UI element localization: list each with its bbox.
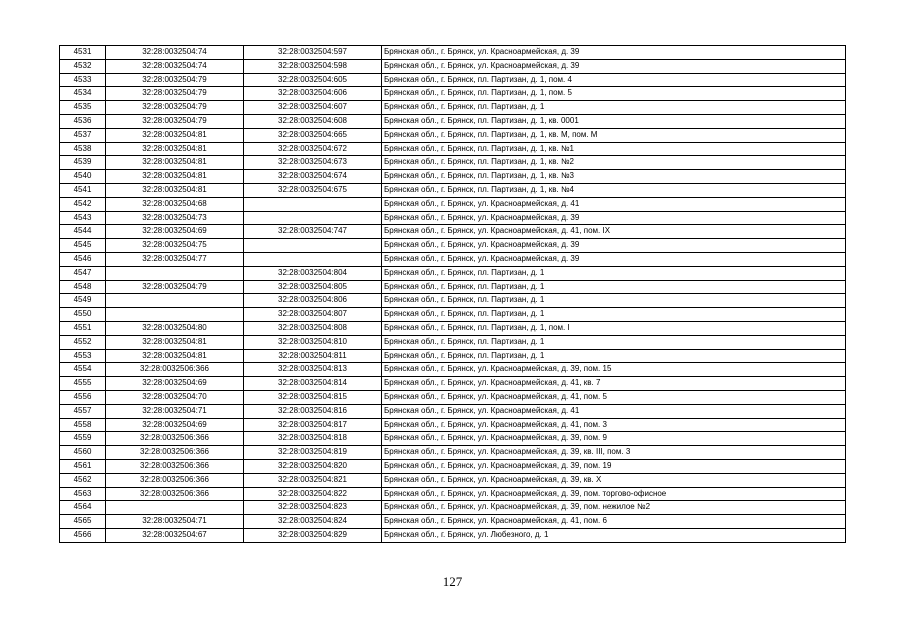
row-number-cell: 4558 xyxy=(60,418,106,432)
address-cell: Брянская обл., г. Брянск, ул. Красноармейская, д. 39, пом. нежилое №2 xyxy=(382,501,846,515)
table-row xyxy=(60,170,846,184)
parcel-cadastral-number-cell: 32:28:0032504:70 xyxy=(106,390,244,404)
address-cell: Брянская обл., г. Брянск, ул. Красноармейская, д. 41 xyxy=(382,404,846,418)
table-row xyxy=(60,252,846,266)
address-cell: Брянская обл., г. Брянск, ул. Красноармейская, д. 41, пом. 6 xyxy=(382,515,846,529)
table-row xyxy=(60,266,846,280)
address-cell: Брянская обл., г. Брянск, пл. Партизан, д. 1 xyxy=(382,335,846,349)
parcel-cadastral-number-cell: 32:28:0032504:81 xyxy=(106,170,244,184)
parcel-cadastral-number-cell: 32:28:0032504:69 xyxy=(106,225,244,239)
address-cell: Брянская обл., г. Брянск, ул. Красноармейская, д. 39, кв. III, пом. 3 xyxy=(382,446,846,460)
table-row xyxy=(60,432,846,446)
row-number-cell: 4536 xyxy=(60,114,106,128)
row-number-cell: 4540 xyxy=(60,170,106,184)
address-cell: Брянская обл., г. Брянск, ул. Красноармейская, д. 41, пом. IX xyxy=(382,225,846,239)
parcel-cadastral-number-cell: 32:28:0032504:69 xyxy=(106,418,244,432)
row-number-cell: 4545 xyxy=(60,239,106,253)
parcel-cadastral-number-cell: 32:28:0032504:79 xyxy=(106,280,244,294)
table-row xyxy=(60,321,846,335)
object-cadastral-number-cell: 32:28:0032504:821 xyxy=(244,473,382,487)
object-cadastral-number-cell: 32:28:0032504:675 xyxy=(244,183,382,197)
row-number-cell: 4532 xyxy=(60,59,106,73)
table-row xyxy=(60,363,846,377)
object-cadastral-number-cell: 32:28:0032504:811 xyxy=(244,349,382,363)
row-number-cell: 4541 xyxy=(60,183,106,197)
row-number-cell: 4560 xyxy=(60,446,106,460)
table-row xyxy=(60,225,846,239)
row-number-cell: 4557 xyxy=(60,404,106,418)
address-cell: Брянская обл., г. Брянск, ул. Красноармейская, д. 39 xyxy=(382,46,846,60)
parcel-cadastral-number-cell: 32:28:0032506:366 xyxy=(106,473,244,487)
address-cell: Брянская обл., г. Брянск, ул. Красноармейская, д. 41, пом. 5 xyxy=(382,390,846,404)
table-row xyxy=(60,183,846,197)
parcel-cadastral-number-cell: 32:28:0032504:81 xyxy=(106,335,244,349)
object-cadastral-number-cell: 32:28:0032504:605 xyxy=(244,73,382,87)
table-row xyxy=(60,46,846,60)
table-row xyxy=(60,459,846,473)
table-row xyxy=(60,308,846,322)
object-cadastral-number-cell: 32:28:0032504:672 xyxy=(244,142,382,156)
address-cell: Брянская обл., г. Брянск, ул. Красноармейская, д. 41 xyxy=(382,197,846,211)
parcel-cadastral-number-cell: 32:28:0032504:74 xyxy=(106,59,244,73)
row-number-cell: 4542 xyxy=(60,197,106,211)
object-cadastral-number-cell: 32:28:0032504:810 xyxy=(244,335,382,349)
address-cell: Брянская обл., г. Брянск, ул. Красноармейская, д. 39 xyxy=(382,211,846,225)
parcel-cadastral-number-cell: 32:28:0032504:81 xyxy=(106,128,244,142)
table-row xyxy=(60,128,846,142)
table-row xyxy=(60,473,846,487)
table-row xyxy=(60,280,846,294)
address-cell: Брянская обл., г. Брянск, пл. Партизан, д. 1, пом. 4 xyxy=(382,73,846,87)
row-number-cell: 4535 xyxy=(60,101,106,115)
parcel-cadastral-number-cell: 32:28:0032506:366 xyxy=(106,459,244,473)
object-cadastral-number-cell: 32:28:0032504:607 xyxy=(244,101,382,115)
address-cell: Брянская обл., г. Брянск, пл. Партизан, д. 1, кв. М, пом. М xyxy=(382,128,846,142)
row-number-cell: 4556 xyxy=(60,390,106,404)
table-row xyxy=(60,377,846,391)
row-number-cell: 4555 xyxy=(60,377,106,391)
object-cadastral-number-cell: 32:28:0032504:805 xyxy=(244,280,382,294)
row-number-cell: 4561 xyxy=(60,459,106,473)
object-cadastral-number-cell: 32:28:0032504:673 xyxy=(244,156,382,170)
row-number-cell: 4553 xyxy=(60,349,106,363)
row-number-cell: 4565 xyxy=(60,515,106,529)
address-cell: Брянская обл., г. Брянск, ул. Красноармейская, д. 39 xyxy=(382,252,846,266)
address-cell: Брянская обл., г. Брянск, ул. Красноармейская, д. 39, кв. Х xyxy=(382,473,846,487)
parcel-cadastral-number-cell xyxy=(106,501,244,515)
row-number-cell: 4533 xyxy=(60,73,106,87)
row-number-cell: 4554 xyxy=(60,363,106,377)
address-cell: Брянская обл., г. Брянск, пл. Партизан, д. 1, пом. 5 xyxy=(382,87,846,101)
table-row xyxy=(60,404,846,418)
parcel-cadastral-number-cell: 32:28:0032504:79 xyxy=(106,73,244,87)
table-body xyxy=(60,46,846,543)
object-cadastral-number-cell: 32:28:0032504:665 xyxy=(244,128,382,142)
address-cell: Брянская обл., г. Брянск, ул. Красноармейская, д. 41, пом. 3 xyxy=(382,418,846,432)
object-cadastral-number-cell: 32:28:0032504:822 xyxy=(244,487,382,501)
address-cell: Брянская обл., г. Брянск, пл. Партизан, д. 1 xyxy=(382,280,846,294)
object-cadastral-number-cell: 32:28:0032504:806 xyxy=(244,294,382,308)
object-cadastral-number-cell: 32:28:0032504:824 xyxy=(244,515,382,529)
row-number-cell: 4538 xyxy=(60,142,106,156)
table-row xyxy=(60,515,846,529)
address-cell: Брянская обл., г. Брянск, пл. Партизан, д. 1 xyxy=(382,266,846,280)
row-number-cell: 4552 xyxy=(60,335,106,349)
parcel-cadastral-number-cell: 32:28:0032506:366 xyxy=(106,487,244,501)
parcel-cadastral-number-cell: 32:28:0032504:71 xyxy=(106,404,244,418)
parcel-cadastral-number-cell: 32:28:0032506:366 xyxy=(106,446,244,460)
object-cadastral-number-cell: 32:28:0032504:823 xyxy=(244,501,382,515)
address-cell: Брянская обл., г. Брянск, пл. Партизан, д. 1 xyxy=(382,308,846,322)
row-number-cell: 4547 xyxy=(60,266,106,280)
parcel-cadastral-number-cell xyxy=(106,294,244,308)
object-cadastral-number-cell: 32:28:0032504:608 xyxy=(244,114,382,128)
parcel-cadastral-number-cell: 32:28:0032504:75 xyxy=(106,239,244,253)
row-number-cell: 4548 xyxy=(60,280,106,294)
object-cadastral-number-cell: 32:28:0032504:674 xyxy=(244,170,382,184)
object-cadastral-number-cell: 32:28:0032504:807 xyxy=(244,308,382,322)
table-row xyxy=(60,294,846,308)
object-cadastral-number-cell: 32:28:0032504:747 xyxy=(244,225,382,239)
table-row xyxy=(60,114,846,128)
parcel-cadastral-number-cell: 32:28:0032504:79 xyxy=(106,101,244,115)
parcel-cadastral-number-cell: 32:28:0032504:81 xyxy=(106,349,244,363)
address-cell: Брянская обл., г. Брянск, ул. Красноармейская, д. 39 xyxy=(382,239,846,253)
object-cadastral-number-cell: 32:28:0032504:818 xyxy=(244,432,382,446)
parcel-cadastral-number-cell: 32:28:0032504:80 xyxy=(106,321,244,335)
table-row xyxy=(60,487,846,501)
cadastral-table xyxy=(59,45,846,543)
object-cadastral-number-cell xyxy=(244,239,382,253)
table-row xyxy=(60,501,846,515)
address-cell: Брянская обл., г. Брянск, пл. Партизан, д. 1, кв. №4 xyxy=(382,183,846,197)
address-cell: Брянская обл., г. Брянск, пл. Партизан, д. 1, кв. №1 xyxy=(382,142,846,156)
address-cell: Брянская обл., г. Брянск, ул. Красноармейская, д. 39, пом. 19 xyxy=(382,459,846,473)
parcel-cadastral-number-cell: 32:28:0032504:77 xyxy=(106,252,244,266)
table-row xyxy=(60,59,846,73)
row-number-cell: 4551 xyxy=(60,321,106,335)
object-cadastral-number-cell xyxy=(244,252,382,266)
object-cadastral-number-cell: 32:28:0032504:820 xyxy=(244,459,382,473)
parcel-cadastral-number-cell: 32:28:0032504:71 xyxy=(106,515,244,529)
address-cell: Брянская обл., г. Брянск, пл. Партизан, д. 1, кв. №3 xyxy=(382,170,846,184)
object-cadastral-number-cell: 32:28:0032504:808 xyxy=(244,321,382,335)
table-row xyxy=(60,156,846,170)
address-cell: Брянская обл., г. Брянск, пл. Партизан, д. 1, пом. I xyxy=(382,321,846,335)
address-cell: Брянская обл., г. Брянск, ул. Красноармейская, д. 39, пом. 9 xyxy=(382,432,846,446)
object-cadastral-number-cell: 32:28:0032504:817 xyxy=(244,418,382,432)
row-number-cell: 4550 xyxy=(60,308,106,322)
address-cell: Брянская обл., г. Брянск, пл. Партизан, д. 1, кв. №2 xyxy=(382,156,846,170)
parcel-cadastral-number-cell: 32:28:0032504:67 xyxy=(106,528,244,542)
row-number-cell: 4563 xyxy=(60,487,106,501)
table-row xyxy=(60,197,846,211)
address-cell: Брянская обл., г. Брянск, пл. Партизан, д. 1 xyxy=(382,101,846,115)
object-cadastral-number-cell: 32:28:0032504:829 xyxy=(244,528,382,542)
parcel-cadastral-number-cell: 32:28:0032506:366 xyxy=(106,432,244,446)
parcel-cadastral-number-cell: 32:28:0032504:69 xyxy=(106,377,244,391)
object-cadastral-number-cell: 32:28:0032504:804 xyxy=(244,266,382,280)
row-number-cell: 4544 xyxy=(60,225,106,239)
row-number-cell: 4549 xyxy=(60,294,106,308)
table-row xyxy=(60,418,846,432)
row-number-cell: 4543 xyxy=(60,211,106,225)
row-number-cell: 4562 xyxy=(60,473,106,487)
parcel-cadastral-number-cell: 32:28:0032504:81 xyxy=(106,142,244,156)
object-cadastral-number-cell: 32:28:0032504:598 xyxy=(244,59,382,73)
row-number-cell: 4566 xyxy=(60,528,106,542)
parcel-cadastral-number-cell: 32:28:0032504:81 xyxy=(106,156,244,170)
object-cadastral-number-cell: 32:28:0032504:819 xyxy=(244,446,382,460)
table-row xyxy=(60,528,846,542)
parcel-cadastral-number-cell: 32:28:0032506:366 xyxy=(106,363,244,377)
address-cell: Брянская обл., г. Брянск, пл. Партизан, д. 1, кв. 0001 xyxy=(382,114,846,128)
table-row xyxy=(60,101,846,115)
row-number-cell: 4537 xyxy=(60,128,106,142)
parcel-cadastral-number-cell: 32:28:0032504:79 xyxy=(106,114,244,128)
table-row xyxy=(60,142,846,156)
table-row xyxy=(60,446,846,460)
parcel-cadastral-number-cell xyxy=(106,308,244,322)
address-cell: Брянская обл., г. Брянск, ул. Любезного, д. 1 xyxy=(382,528,846,542)
row-number-cell: 4564 xyxy=(60,501,106,515)
object-cadastral-number-cell xyxy=(244,197,382,211)
page-number: 127 xyxy=(442,574,463,589)
parcel-cadastral-number-cell: 32:28:0032504:81 xyxy=(106,183,244,197)
parcel-cadastral-number-cell: 32:28:0032504:74 xyxy=(106,46,244,60)
object-cadastral-number-cell: 32:28:0032504:815 xyxy=(244,390,382,404)
table-row xyxy=(60,390,846,404)
table-row xyxy=(60,349,846,363)
address-cell: Брянская обл., г. Брянск, ул. Красноармейская, д. 39, пом. 15 xyxy=(382,363,846,377)
row-number-cell: 4534 xyxy=(60,87,106,101)
object-cadastral-number-cell: 32:28:0032504:813 xyxy=(244,363,382,377)
address-cell: Брянская обл., г. Брянск, пл. Партизан, д. 1 xyxy=(382,349,846,363)
parcel-cadastral-number-cell xyxy=(106,266,244,280)
object-cadastral-number-cell: 32:28:0032504:597 xyxy=(244,46,382,60)
parcel-cadastral-number-cell: 32:28:0032504:79 xyxy=(106,87,244,101)
table-row xyxy=(60,73,846,87)
table-row xyxy=(60,335,846,349)
object-cadastral-number-cell: 32:28:0032504:816 xyxy=(244,404,382,418)
object-cadastral-number-cell: 32:28:0032504:814 xyxy=(244,377,382,391)
address-cell: Брянская обл., г. Брянск, ул. Красноармейская, д. 41, кв. 7 xyxy=(382,377,846,391)
row-number-cell: 4531 xyxy=(60,46,106,60)
registry-sheet xyxy=(59,45,845,543)
table-row xyxy=(60,239,846,253)
row-number-cell: 4539 xyxy=(60,156,106,170)
row-number-cell: 4546 xyxy=(60,252,106,266)
parcel-cadastral-number-cell: 32:28:0032504:68 xyxy=(106,197,244,211)
parcel-cadastral-number-cell: 32:28:0032504:73 xyxy=(106,211,244,225)
table-row xyxy=(60,87,846,101)
address-cell: Брянская обл., г. Брянск, ул. Красноармейская, д. 39 xyxy=(382,59,846,73)
address-cell: Брянская обл., г. Брянск, ул. Красноармейская, д. 39, пом. торгово-офисное xyxy=(382,487,846,501)
object-cadastral-number-cell xyxy=(244,211,382,225)
address-cell: Брянская обл., г. Брянск, пл. Партизан, д. 1 xyxy=(382,294,846,308)
row-number-cell: 4559 xyxy=(60,432,106,446)
object-cadastral-number-cell: 32:28:0032504:606 xyxy=(244,87,382,101)
table-row xyxy=(60,211,846,225)
